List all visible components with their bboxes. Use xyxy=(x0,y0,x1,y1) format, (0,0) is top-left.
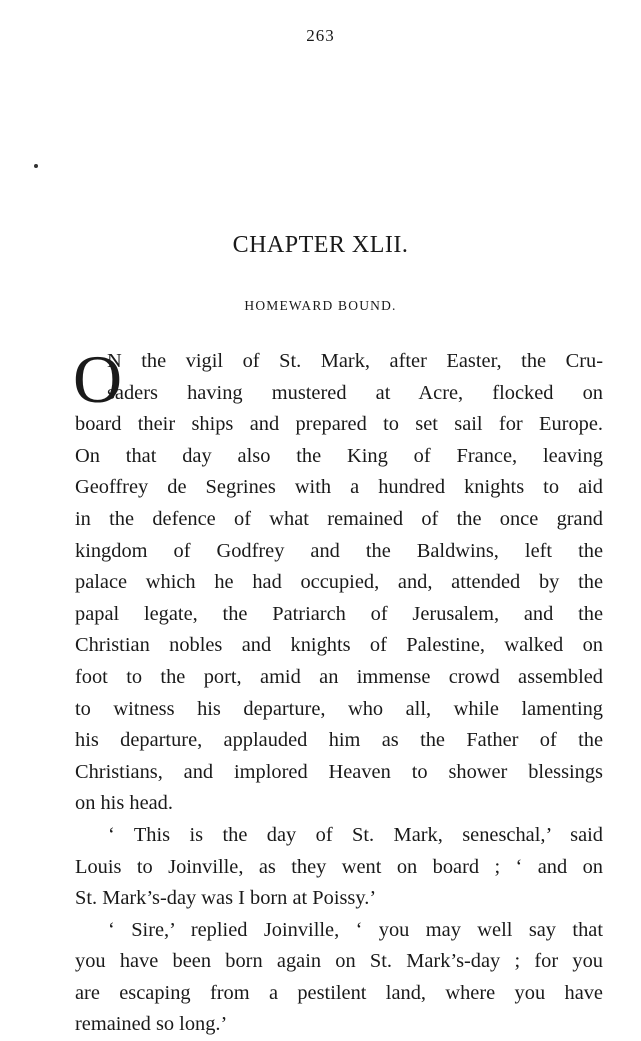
text-line: foot to the port, amid an immense crowd assembled xyxy=(75,665,603,688)
text-line: on his head. xyxy=(75,792,173,815)
text-line: Christians, and implored Heaven to shower blessings xyxy=(75,760,603,783)
chapter-body xyxy=(73,341,603,1041)
text-line: in the defence of what remained of the once grand xyxy=(75,507,603,530)
text-line: N the vigil of St. Mark, after Easter, the Cru- xyxy=(107,350,603,372)
chapter-title: CHAPTER XLII. xyxy=(232,232,409,258)
text-line: his departure, applauded him as the Father of the xyxy=(75,729,603,752)
text-line: board their ships and prepared to set sail for Europe. xyxy=(75,413,603,436)
text-line: you have been born again on St. Mark’s-day ; for you xyxy=(75,950,603,973)
text-line: Geoffrey de Segrines with a hundred knights to aid xyxy=(75,476,603,499)
paragraph-3 xyxy=(75,915,603,1041)
text-line: to witness his departure, who all, while lamenting xyxy=(75,697,603,720)
text-line: Louis to Joinville, as they went on board ; ‘ and on xyxy=(75,855,603,878)
paragraph-1 xyxy=(73,341,603,820)
drop-cap: O xyxy=(73,341,123,417)
text-line: St. Mark’s-day was I born at Poissy.’ xyxy=(75,887,377,910)
page-number: 263 xyxy=(306,26,335,45)
paragraph-2 xyxy=(75,820,603,915)
text-line: On that day also the King of France, leaving xyxy=(75,444,603,467)
text-line: Christian nobles and knights of Palestine, walked on xyxy=(75,634,603,657)
text-line: ‘ Sire,’ replied Joinville, ‘ you may well say that xyxy=(108,918,603,941)
text-line: remained so long.’ xyxy=(75,1013,228,1036)
text-line: are escaping from a pestilent land, where you have xyxy=(75,981,603,1004)
text-line: saders having mustered at Acre, flocked on xyxy=(107,381,603,404)
ink-speck xyxy=(34,164,38,168)
text-line: ‘ This is the day of St. Mark, seneschal,’ said xyxy=(108,823,603,846)
chapter-subtitle: HOMEWARD BOUND. xyxy=(244,298,397,313)
text-line: palace which he had occupied, and, attended by the xyxy=(75,571,603,594)
text-line: papal legate, the Patriarch of Jerusalem, and the xyxy=(75,602,603,625)
text-line: kingdom of Godfrey and the Baldwins, left the xyxy=(75,539,603,562)
